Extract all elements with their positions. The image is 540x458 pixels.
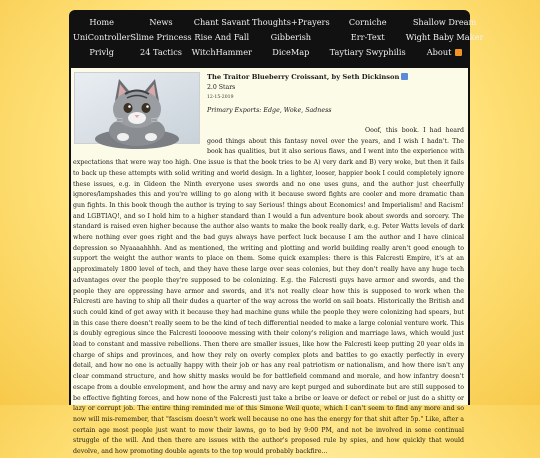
rss-feed-icon[interactable] (401, 73, 408, 80)
nav-news[interactable]: News (149, 17, 173, 27)
nav-rise-and-fall[interactable]: Rise And Fall (194, 32, 250, 42)
rating-text: 2.0 Stars (207, 84, 236, 91)
nav-shallow-dream[interactable]: Shallow Dream (412, 17, 477, 27)
nav-slime-princess[interactable]: Slime Princess (130, 32, 192, 42)
primary-exports: Primary Exports: Edge, Woke, Sadness (207, 107, 332, 114)
post-title[interactable]: The Traitor Blueberry Croissant, by Seth Dickinson (207, 73, 400, 81)
kitten-photo (74, 72, 200, 144)
main-navigation (71, 15, 484, 60)
nav-privlg[interactable]: Privlg (89, 47, 114, 57)
post-content (71, 68, 468, 456)
nav-unicontroller[interactable]: UniController (73, 32, 131, 42)
post-body: Ooof, this book. I had heard good things about this fantasy novel over the years, and I wish I hadn't. The book has qualities, but it also serious flaws, and I went into the experience with expectations that were way too high. One issue is that the book tries to be A) very dark and B) very woke, but then it fails to back up these attempts with solid writing and world design. In a lighter, looser, happier book I could completely ignore these issues, e.g. in Gideon the Ninth everyone uses swords and no one uses guns, and the author just cheerfully ignores/lampshades this and you're willing to go along with it because sword fights are cooler and more dramatic than gun fights. In this book though the author is trying to say Serious! things about Economics! and Imperialism! and Racism! and LGBTIAQ!, and so I hold him to a higher standard than I would a fun adventure book about swords and sorcery. The standard is raised even higher because the author also wants to make the book really dark, e.g. Peter Watts levels of dark where nothing ever goes right and the bad guys always have perfect luck because I am the author and I have clinical depression so Nyaaaahhhh. And as mentioned, the writing and plotting and world building really aren't good enough to support the weight the author wants to place on them. Some quick examples: there is this Falcresti Empire, it's at an approximately 1800 level of tech, and they have these large over seas colonies, but they don't really have any huge tech advantages over the people they're supposed to be colonizing. E.g. the Falcresti guys have armor and swords, and the people they are oppressing have armor and swords, and it's not really clear how this is supposed to work when the Falcresti are having to ship all their dudes a quarter of the way across the world on sail boats. Historically the British and such could kind of get away with it because they had machine guns while the people they were colonizing had spears, but in this case there doesn't really seem to be the kind of tech differential needed to make a large colonial venture work. This is doubly egregious since the Falcresti looooove messing with their colony's religion and marriage laws, which would just lead to constant and massive rebellions. Then there are smaller issues, like how the Falcresti keep putting 20 year olds in charge of ships and provinces, and how they rely on overly complex plots and battles to go exactly perfectly in every detail, and how no one is actually happy with their job or has any real patriotism or nationalism, and how there isn't any clear command structure, and how shitty masks would be for battlefield command and morale, and how infantry doesn't escape from a double envelopment, and how the army and navy are kept purged and subordinate but are still supposed to be effective fighting forces, and how none of the Falcresti just take a bribe or leave or defect or rebel or just do a shitty or lazy or corrupt job. The entire thing reminded me of this Simone Weil quote, which I can't seem to find any more and so now will mis-remember, that "fascism doesn't work well because no one has the energy for that shit after 5p." Like, after a certain age most people just want to mow their lawns, go to bed by 9:00 PM, and not be involved in some continual struggle of the will. And then there are issues with the author's proposed rule by spies, and how quickly that would devolve, and how promoting double agents to the top would probably backfire... (73, 127, 464, 456)
nav-home[interactable]: Home (89, 17, 115, 27)
kitten-image (75, 73, 199, 143)
nav-wight-baby-maker[interactable]: Wight Baby Maker (405, 32, 484, 42)
nav-witchhammer[interactable]: WitchHammer (191, 47, 252, 57)
nav-corniche[interactable]: Corniche (348, 17, 387, 27)
nav-thoughts-prayers[interactable]: Thoughts+Prayers (251, 17, 330, 27)
nav-err-text[interactable]: Err-Text (350, 32, 385, 42)
post-date: 12-15-2019 (207, 95, 234, 100)
nav-gibberish[interactable]: Gibberish (270, 32, 312, 42)
nav-about-label: About (426, 47, 452, 57)
site-frame (69, 10, 484, 456)
rss-feed-icon[interactable] (455, 49, 462, 56)
nav-dicemap[interactable]: DiceMap (272, 47, 310, 57)
nav-chant-savant[interactable]: Chant Savant (193, 17, 250, 27)
nav-taytiary-swyphilis[interactable]: Taytiary Swyphilis (329, 47, 406, 57)
nav-about[interactable] (406, 45, 484, 60)
nav-24-tactics[interactable]: 24 Tactics (139, 47, 182, 57)
